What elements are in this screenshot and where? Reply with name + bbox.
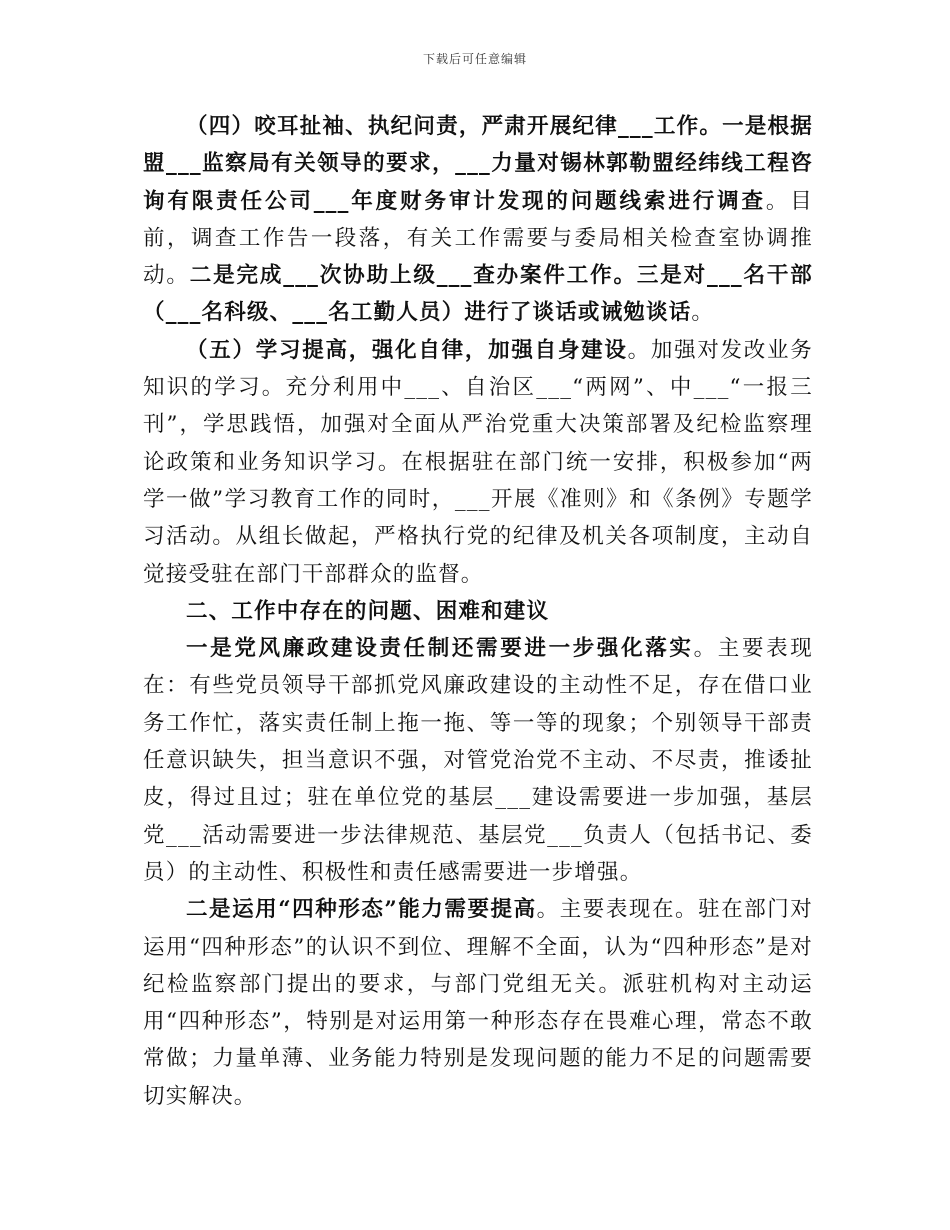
paragraph-issue-two [143, 891, 813, 1115]
paragraph-issue-one [143, 630, 813, 891]
paragraph-lead-bold: 二是运用“四种形态”能力需要提高 [186, 897, 537, 923]
document-body [143, 108, 813, 1115]
paragraph-body: 。目前，调查工作告一段落，有关工作需要与委局相关检查室协调推动。 [143, 188, 813, 289]
paragraph-section-four [143, 108, 813, 332]
page-header: 下载后可任意编辑 [422, 52, 527, 66]
paragraph-tail: 。 [691, 300, 715, 326]
paragraph-body: 。加强对发改业务知识的学习。充分利用中___、自治区___“两网”、中___“一报三刊”，学思践悟，加强对全面从严治党重大决策部署及纪检监察理论政策和业务知识学习。在根据驻在部门统一安排，积极参加“两学一做”学习教育工作的同时，___开展《准则》和《条例》专题学习活动。从组长做起，严格执行党的纪律及机关各项制度，主动自觉接受驻在部门干部群众的监督。 [143, 337, 813, 587]
paragraph-lead-bold-2: 二是完成___次协助上级___查办案件工作。三是对___名干部（___名科级、___名工勤人员）进行了谈话或诫勉谈话 [143, 263, 814, 326]
paragraph-lead-bold: （四）咬耳扯袖、执纪问责，严肃开展纪律___工作。一是根据盟___监察局有关领导的要求，___力量对锡林郭勒盟经纬线工程咨询有限责任公司___年度财务审计发现的问题线索进行调查 [143, 114, 813, 214]
paragraph-body: 。主要表现在。驻在部门对运用“四种形态”的认识不到位、理解不全面，认为“四种形态”是对纪检监察部门提出的要求，与部门党组无关。派驻机构对主动运用“四种形态”，特别是对运用第一种形态存在畏难心理，常态不敢常做；力量单薄、业务能力特别是发现问题的能力不足的问题需要切实解决。 [143, 897, 814, 1109]
paragraph-body: 。主要表现在：有些党员领导干部抓党风廉政建设的主动性不足，存在借口业务工作忙，落实责任制上拖一拖、等一等的现象；个别领导干部责任意识缺失，担当意识不强，对管党治党不主动、不尽责，推诿扯皮，得过且过；驻在单位党的基层___建设需要进一步加强，基层党___活动需要进一步法律规范、基层党___负责人（包括书记、委员）的主动性、积极性和责任感需要进一步增强。 [143, 636, 813, 885]
paragraph-section-five [143, 332, 813, 593]
section-heading: 二、工作中存在的问题、困难和建议 [186, 598, 550, 624]
paragraph-lead-bold: 一是党风廉政建设责任制还需要进一步强化落实 [186, 636, 694, 662]
paragraph-lead-bold: （五）学习提高，强化自律，加强自身建设 [186, 337, 628, 363]
